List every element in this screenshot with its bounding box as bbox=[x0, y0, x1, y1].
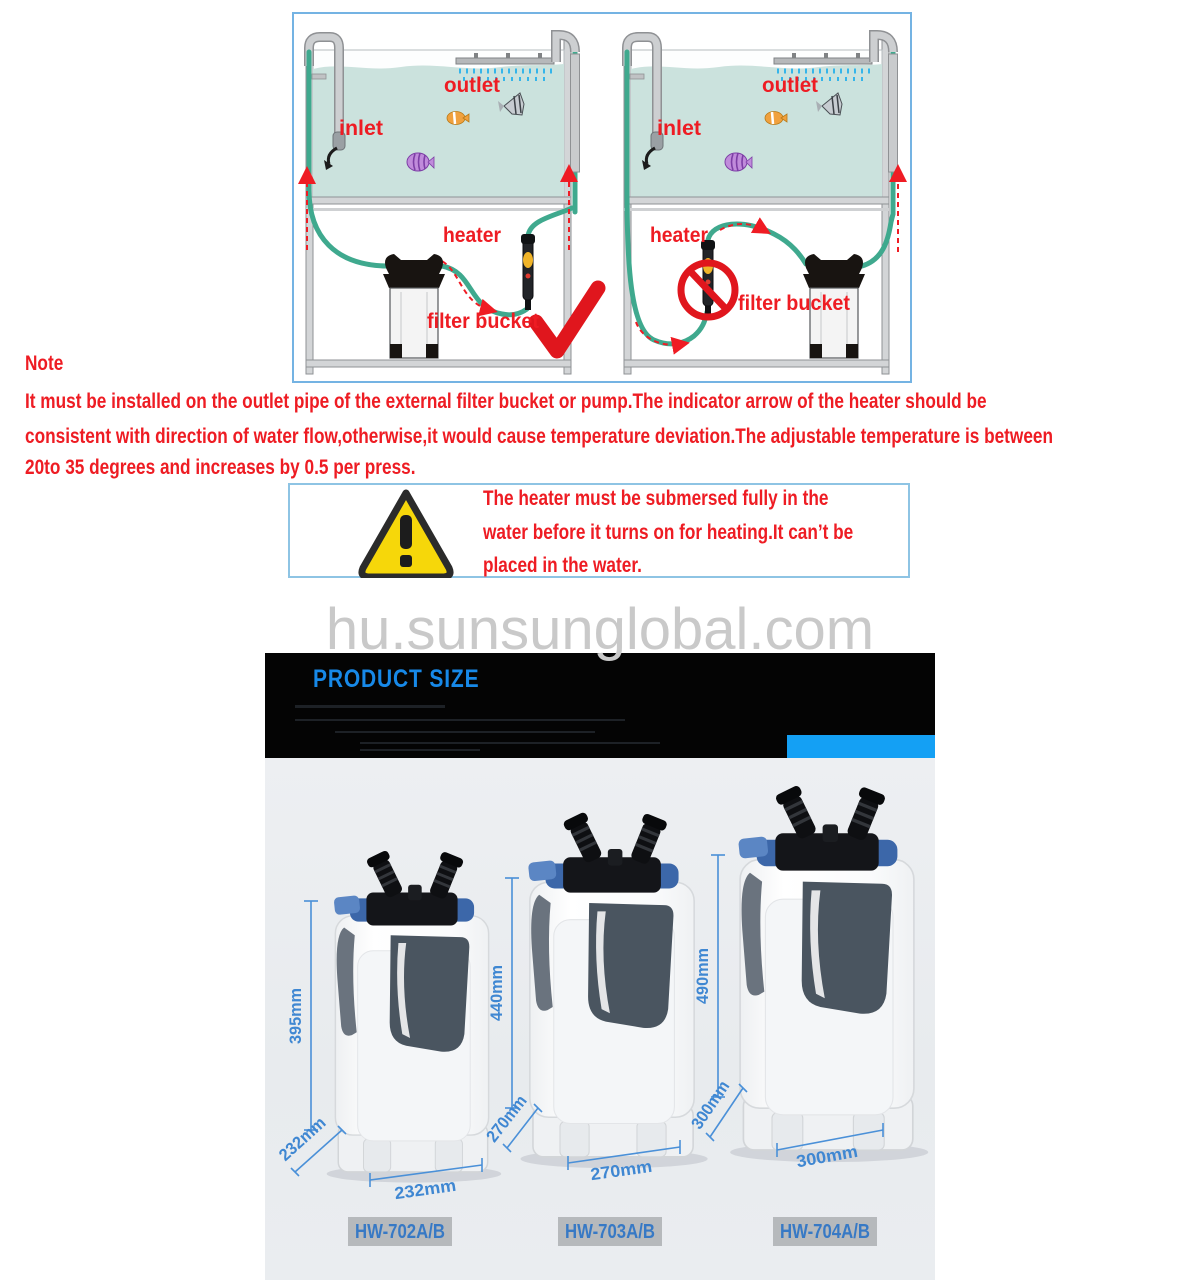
canister-hw-702ab bbox=[327, 850, 502, 1183]
note-line: It must be installed on the outlet pipe of the external filter bucket or pump.The indicator arrow of the heater should be bbox=[25, 390, 987, 413]
faint-line bbox=[360, 749, 480, 751]
filter-bucket bbox=[383, 254, 445, 358]
height-dimension-703: 440mm bbox=[487, 962, 506, 1021]
width-dimension-703: 270mm bbox=[589, 1157, 650, 1185]
aquarium-diagram-wrong bbox=[624, 35, 898, 374]
installation-diagram bbox=[294, 14, 910, 381]
model-badge bbox=[558, 1217, 662, 1246]
model-label-702: HW-702A/B bbox=[355, 1221, 445, 1243]
filter-bucket-label: filter bucket bbox=[738, 292, 851, 315]
warning-box bbox=[288, 483, 910, 578]
note-title-text: Note bbox=[25, 352, 64, 375]
heater-device bbox=[521, 234, 535, 310]
note-line: consistent with direction of water flow,otherwise,it would cause temperature deviation.The adjustable temperature is between bbox=[25, 425, 1053, 448]
heater-label: heater bbox=[443, 224, 501, 247]
banner-accent-bar bbox=[787, 735, 935, 758]
width-dimension-702: 232mm bbox=[393, 1176, 454, 1204]
depth-dimension-702: 232mm bbox=[275, 1111, 332, 1165]
canister-hw-704ab bbox=[730, 785, 928, 1163]
model-badge bbox=[773, 1217, 877, 1246]
note-line: 20to 35 degrees and increases by 0.5 per press. bbox=[25, 456, 416, 479]
warning-line: The heater must be submersed fully in the bbox=[483, 487, 829, 510]
depth-dimension-703: 270mm bbox=[482, 1087, 534, 1146]
model-badge bbox=[348, 1217, 452, 1246]
aquarium-diagram-correct bbox=[306, 35, 598, 374]
product-size-banner bbox=[265, 653, 935, 758]
outlet-label: outlet bbox=[444, 74, 501, 97]
height-dimension-702: 395mm bbox=[286, 985, 305, 1044]
warning-line: water before it turns on for heating.It can’t be bbox=[483, 521, 854, 544]
product-size-section bbox=[265, 758, 935, 1280]
warning-triangle-icon bbox=[356, 488, 456, 578]
filter-bucket-label: filter bucket bbox=[427, 310, 540, 333]
faint-line bbox=[360, 742, 660, 744]
height-dimension-704: 490mm bbox=[693, 945, 712, 1004]
watermark: hu.sunsunglobal.com bbox=[325, 597, 875, 662]
width-dimension-704: 300mm bbox=[794, 1142, 856, 1172]
installation-diagram-box bbox=[292, 12, 912, 383]
heater-label: heater bbox=[650, 224, 708, 247]
outlet-label: outlet bbox=[762, 74, 819, 97]
inlet-label: inlet bbox=[657, 117, 702, 140]
faint-line bbox=[295, 719, 625, 721]
inlet-label: inlet bbox=[339, 117, 384, 140]
faint-line bbox=[335, 731, 595, 733]
product-size-heading: PRODUCT SIZE bbox=[313, 665, 480, 693]
depth-dimension-704: 300mm bbox=[687, 1073, 736, 1133]
heater-device bbox=[701, 240, 715, 316]
faint-line bbox=[295, 705, 445, 708]
product-size-figure bbox=[265, 758, 935, 1280]
model-label-703: HW-703A/B bbox=[565, 1221, 655, 1243]
model-label-704: HW-704A/B bbox=[780, 1221, 870, 1243]
canister-hw-703ab bbox=[520, 811, 707, 1168]
warning-line: placed in the water. bbox=[483, 554, 642, 577]
note-title bbox=[25, 352, 72, 376]
